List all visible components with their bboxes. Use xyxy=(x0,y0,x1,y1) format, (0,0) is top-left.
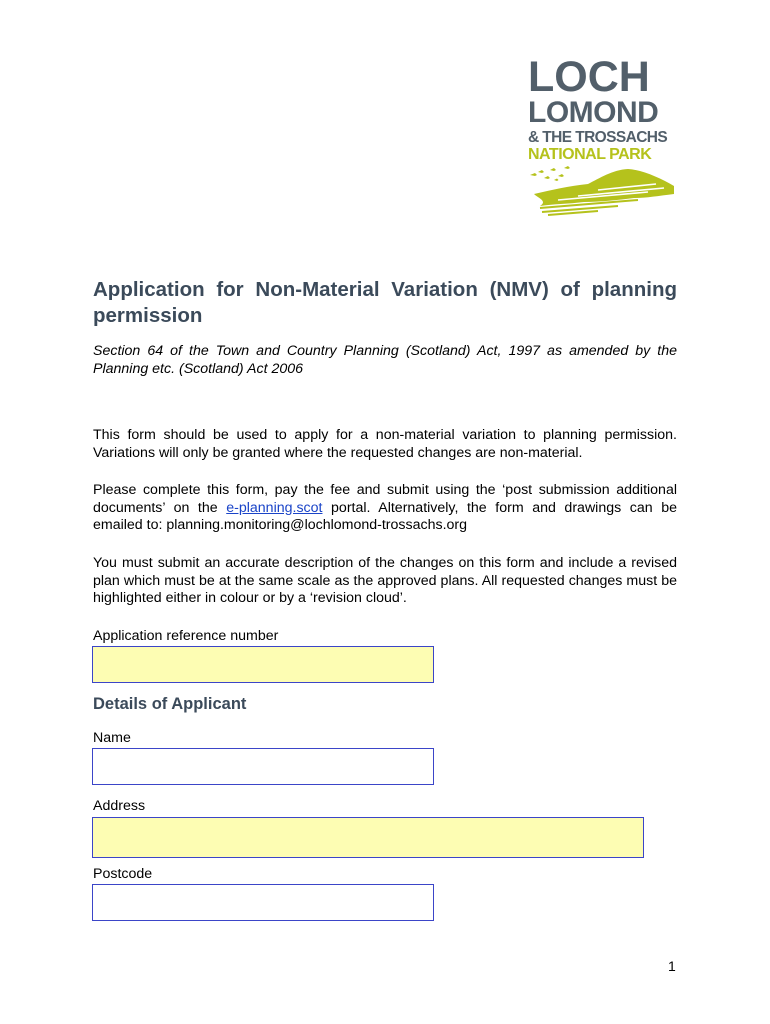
landscape-icon xyxy=(528,164,678,216)
page-title: Application for Non-Material Variation (NMV) of planning permission xyxy=(93,278,677,327)
logo-line-national-park: NATIONAL PARK xyxy=(528,146,652,163)
postcode-field[interactable] xyxy=(92,884,434,921)
address-field[interactable] xyxy=(92,817,644,858)
e-planning-link[interactable]: e-planning.scot xyxy=(226,499,323,516)
postcode-label: Postcode xyxy=(93,866,153,882)
name-label: Name xyxy=(93,730,131,746)
logo-line-loch: LOCH xyxy=(528,53,650,101)
submission-text-start: Please complete this form, pay the fee and submit using the ‘post submission additional documents’ on the xyxy=(93,482,677,516)
address-label: Address xyxy=(93,798,146,814)
application-reference-field[interactable] xyxy=(92,646,434,683)
submission-paragraph xyxy=(93,482,677,535)
intro-paragraph: This form should be used to apply for a non-material variation to planning permission. Variations will only be granted where the requested changes are non-material. xyxy=(93,427,677,461)
page-number: 1 xyxy=(668,958,676,974)
submission-text-end: portal. Alternatively, the form and drawings can be emailed to: planning.monitoring@lochlomond-trossachs.org xyxy=(93,499,677,533)
logo-line-lomond: LOMOND xyxy=(528,96,659,129)
requirements-paragraph: You must submit an accurate description of the changes on this form and include a revised plan which must be at the same scale as the approved plans. All requested changes must be highlighted either in colour or by a ‘revision cloud’. xyxy=(93,555,677,606)
park-logo xyxy=(528,53,678,216)
application-reference-label: Application reference number xyxy=(93,628,279,644)
name-field[interactable] xyxy=(92,748,434,785)
applicant-details-heading: Details of Applicant xyxy=(93,695,247,713)
logo-line-trossachs: & THE TROSSACHS xyxy=(528,129,668,146)
legal-subtitle: Section 64 of the Town and Country Planning (Scotland) Act, 1997 as amended by the Planning etc. (Scotland) Act 2006 xyxy=(93,343,677,377)
